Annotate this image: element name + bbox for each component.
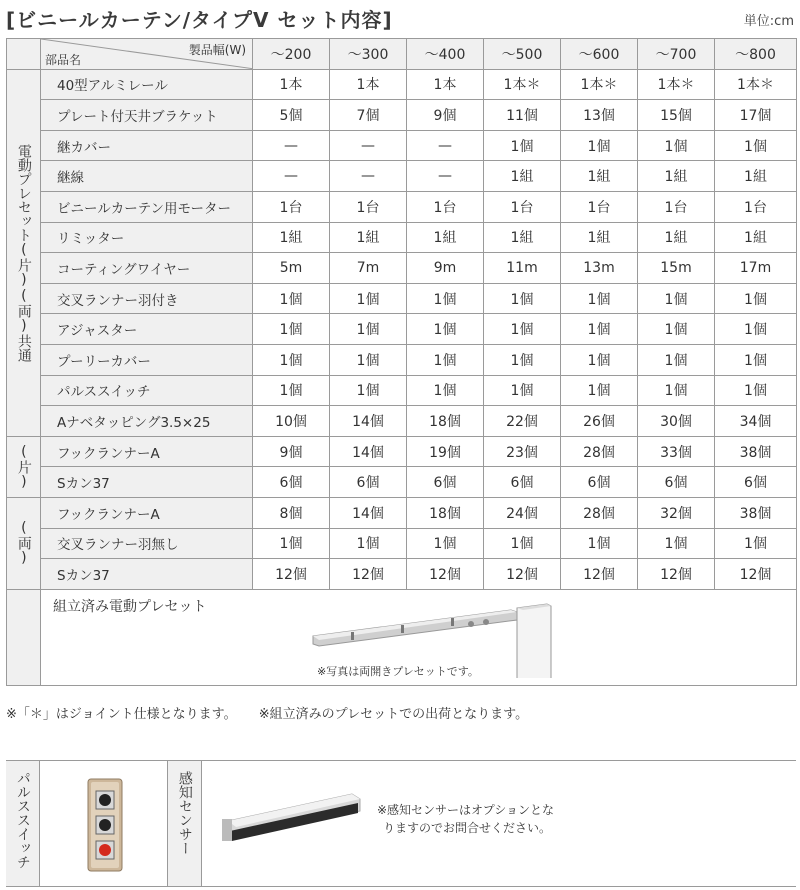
table-row [7, 528, 797, 559]
header-diagonal-cell [41, 39, 253, 70]
table-row [7, 253, 797, 284]
quantity-cell: 9個 [253, 436, 330, 467]
quantity-cell: 30個 [638, 406, 715, 437]
quantity-cell: 12個 [484, 559, 561, 590]
quantity-cell: 33個 [638, 436, 715, 467]
quantity-cell: 17m [715, 253, 797, 284]
table-row [7, 497, 797, 528]
quantity-cell: 12個 [253, 559, 330, 590]
footnote-shipping: ※組立済みのプレセットでの出荷となります。 [258, 707, 529, 722]
quantity-cell: 1個 [330, 314, 407, 345]
quantity-cell: 14個 [330, 436, 407, 467]
table-row [7, 130, 797, 161]
quantity-cell: 6個 [715, 467, 797, 498]
quantity-cell: 17個 [715, 100, 797, 131]
quantity-cell: 1本＊ [484, 69, 561, 100]
quantity-cell: 1組 [561, 222, 638, 253]
part-name: プーリーカバー [41, 344, 253, 375]
quantity-cell: 9m [407, 253, 484, 284]
quantity-cell: 1個 [407, 528, 484, 559]
quantity-cell: 1個 [561, 283, 638, 314]
quantity-cell: 18個 [407, 406, 484, 437]
part-name: 継線 [41, 161, 253, 192]
quantity-cell: 28個 [561, 436, 638, 467]
quantity-cell: 1個 [253, 283, 330, 314]
quantity-cell: 1台 [330, 191, 407, 222]
part-name: リミッター [41, 222, 253, 253]
unit-label: 単位:cm [743, 14, 794, 29]
part-name: パルススイッチ [41, 375, 253, 406]
quantity-cell: 1個 [638, 375, 715, 406]
table-row [7, 467, 797, 498]
table-row [7, 191, 797, 222]
quantity-cell: 1本＊ [638, 69, 715, 100]
quantity-cell: 6個 [638, 467, 715, 498]
quantity-cell: 1本＊ [715, 69, 797, 100]
quantity-cell: 1台 [484, 191, 561, 222]
pulse-switch-label-cell [6, 761, 40, 886]
part-label: 部品名 [45, 52, 82, 67]
part-name: Sカン37 [41, 559, 253, 590]
sensor-image [202, 761, 372, 888]
pulse-switch-image-cell [40, 761, 168, 886]
quantity-cell: 5個 [253, 100, 330, 131]
table-row [7, 100, 797, 131]
quantity-cell: 7m [330, 253, 407, 284]
quantity-cell: 9個 [407, 100, 484, 131]
table-row [7, 436, 797, 467]
size-header: ～600 [561, 39, 638, 70]
quantity-cell: 1組 [484, 161, 561, 192]
sensor-note-line: りますのでお問合せください。 [383, 821, 552, 835]
quantity-cell: 13m [561, 253, 638, 284]
quantity-cell: 1個 [253, 314, 330, 345]
quantity-cell: — [330, 130, 407, 161]
quantity-cell: 1個 [407, 314, 484, 345]
quantity-cell: 1組 [638, 161, 715, 192]
size-header: ～500 [484, 39, 561, 70]
quantity-cell: 1本 [407, 69, 484, 100]
table-row [7, 161, 797, 192]
footnote-joint: ※「＊」はジョイント仕様となります。 [6, 707, 237, 722]
quantity-cell: 1台 [407, 191, 484, 222]
table-row [7, 559, 797, 590]
quantity-cell: 1組 [484, 222, 561, 253]
quantity-cell: 1個 [715, 375, 797, 406]
quantity-cell: 14個 [330, 406, 407, 437]
quantity-cell: 6個 [330, 467, 407, 498]
quantity-cell: 1個 [407, 283, 484, 314]
part-name: プレート付天井ブラケット [41, 100, 253, 131]
quantity-cell: — [407, 161, 484, 192]
quantity-cell: 5m [253, 253, 330, 284]
sensor-label: 感知センサー [176, 771, 193, 855]
table-row [7, 344, 797, 375]
quantity-cell: 11m [484, 253, 561, 284]
quantity-cell: 1個 [561, 314, 638, 345]
group-double-cell [7, 497, 41, 589]
group-common-label: 電動プレセット(片)(両)共通 [15, 143, 32, 362]
footnotes [6, 703, 546, 722]
assembled-cell [41, 589, 797, 685]
group-double-label: (両) [15, 520, 32, 567]
accessory-panel [6, 760, 796, 887]
quantity-cell: 1個 [407, 344, 484, 375]
part-name: アジャスター [41, 314, 253, 345]
table-row [7, 375, 797, 406]
quantity-cell: 1本 [253, 69, 330, 100]
quantity-cell: 15m [638, 253, 715, 284]
table-row [7, 283, 797, 314]
width-label: 製品幅(W) [188, 43, 246, 57]
size-header: ～300 [330, 39, 407, 70]
part-name: 交叉ランナー羽無し [41, 528, 253, 559]
quantity-cell: — [330, 161, 407, 192]
quantity-cell: 1組 [561, 161, 638, 192]
part-name: 40型アルミレール [41, 69, 253, 100]
quantity-cell: 1個 [330, 528, 407, 559]
sensor-note [377, 801, 554, 837]
size-header: ～200 [253, 39, 330, 70]
size-header: ～800 [715, 39, 797, 70]
quantity-cell: 6個 [407, 467, 484, 498]
assembled-label: 組立済み電動プレセット [53, 598, 207, 615]
quantity-cell: 1組 [253, 222, 330, 253]
size-header: ～400 [407, 39, 484, 70]
quantity-cell: 1個 [561, 528, 638, 559]
group-common-cell [7, 69, 41, 436]
quantity-cell: 1個 [715, 283, 797, 314]
quantity-cell: 1個 [561, 344, 638, 375]
assembled-row [7, 589, 797, 685]
quantity-cell: 1本 [330, 69, 407, 100]
quantity-cell: 1個 [715, 314, 797, 345]
quantity-cell: 1組 [330, 222, 407, 253]
header-row [7, 39, 797, 70]
quantity-cell: 1個 [253, 375, 330, 406]
quantity-cell: 7個 [330, 100, 407, 131]
quantity-cell: 38個 [715, 497, 797, 528]
pulse-switch-label: パルススイッチ [14, 771, 31, 869]
quantity-cell: 38個 [715, 436, 797, 467]
quantity-cell: 6個 [253, 467, 330, 498]
quantity-cell: 1個 [561, 375, 638, 406]
quantity-cell: 1組 [407, 222, 484, 253]
assembled-group-cell [7, 589, 41, 685]
group-single-label: (片) [15, 443, 32, 490]
quantity-cell: 1個 [638, 314, 715, 345]
quantity-cell: 22個 [484, 406, 561, 437]
quantity-cell: 26個 [561, 406, 638, 437]
part-name: 交叉ランナー羽付き [41, 283, 253, 314]
quantity-cell: 1個 [638, 528, 715, 559]
part-name: フックランナーA [41, 436, 253, 467]
quantity-cell: 1個 [484, 528, 561, 559]
quantity-cell: 1台 [253, 191, 330, 222]
quantity-cell: 1個 [330, 344, 407, 375]
quantity-cell: 1個 [715, 528, 797, 559]
quantity-cell: 6個 [484, 467, 561, 498]
quantity-cell: 1個 [561, 130, 638, 161]
size-header: ～700 [638, 39, 715, 70]
quantity-cell: 32個 [638, 497, 715, 528]
table-row [7, 69, 797, 100]
sensor-note-line: ※感知センサーはオプションとな [377, 803, 554, 817]
quantity-cell: 1台 [561, 191, 638, 222]
part-name: コーティングワイヤー [41, 253, 253, 284]
part-name: Sカン37 [41, 467, 253, 498]
quantity-cell: 1台 [715, 191, 797, 222]
table-row [7, 406, 797, 437]
quantity-cell: — [253, 161, 330, 192]
quantity-cell: 1個 [484, 283, 561, 314]
quantity-cell: 1個 [638, 283, 715, 314]
quantity-cell: 12個 [330, 559, 407, 590]
quantity-cell: 11個 [484, 100, 561, 131]
sensor-label-cell [168, 761, 202, 886]
part-name: Aナベタッピング3.5×25 [41, 406, 253, 437]
quantity-cell: 28個 [561, 497, 638, 528]
quantity-cell: 1組 [638, 222, 715, 253]
part-name: ビニールカーテン用モーター [41, 191, 253, 222]
quantity-cell: 12個 [407, 559, 484, 590]
quantity-cell: 24個 [484, 497, 561, 528]
quantity-cell: 12個 [561, 559, 638, 590]
quantity-cell: 1個 [484, 344, 561, 375]
quantity-cell: 1個 [638, 130, 715, 161]
quantity-cell: 6個 [561, 467, 638, 498]
quantity-cell: 1個 [715, 130, 797, 161]
quantity-cell: 1組 [715, 161, 797, 192]
quantity-cell: 1個 [484, 375, 561, 406]
sensor-image-cell [202, 761, 796, 886]
quantity-cell: 12個 [715, 559, 797, 590]
header-corner [7, 39, 41, 70]
quantity-cell: 1台 [638, 191, 715, 222]
quantity-cell: 8個 [253, 497, 330, 528]
quantity-cell: 1個 [715, 344, 797, 375]
quantity-cell: 34個 [715, 406, 797, 437]
quantity-cell: 1個 [330, 375, 407, 406]
set-contents-table [6, 38, 797, 686]
group-single-cell [7, 436, 41, 497]
part-name: 継カバー [41, 130, 253, 161]
table-row [7, 314, 797, 345]
part-name: フックランナーA [41, 497, 253, 528]
quantity-cell: 1組 [715, 222, 797, 253]
quantity-cell: 1個 [253, 528, 330, 559]
quantity-cell: 1個 [330, 283, 407, 314]
quantity-cell: 18個 [407, 497, 484, 528]
quantity-cell: 15個 [638, 100, 715, 131]
quantity-cell: 1個 [484, 130, 561, 161]
assembled-caption: ※写真は両開きプレセットです。 [317, 664, 479, 678]
quantity-cell: — [253, 130, 330, 161]
quantity-cell: 1個 [407, 375, 484, 406]
quantity-cell: 1個 [638, 344, 715, 375]
page-title: [ビニールカーテン/タイプV セット内容] [6, 8, 393, 32]
quantity-cell: 1個 [484, 314, 561, 345]
quantity-cell: 1本＊ [561, 69, 638, 100]
quantity-cell: 10個 [253, 406, 330, 437]
quantity-cell: 19個 [407, 436, 484, 467]
table-row [7, 222, 797, 253]
quantity-cell: — [407, 130, 484, 161]
quantity-cell: 23個 [484, 436, 561, 467]
quantity-cell: 1個 [253, 344, 330, 375]
quantity-cell: 13個 [561, 100, 638, 131]
pulse-switch-image [40, 761, 168, 888]
quantity-cell: 14個 [330, 497, 407, 528]
quantity-cell: 12個 [638, 559, 715, 590]
